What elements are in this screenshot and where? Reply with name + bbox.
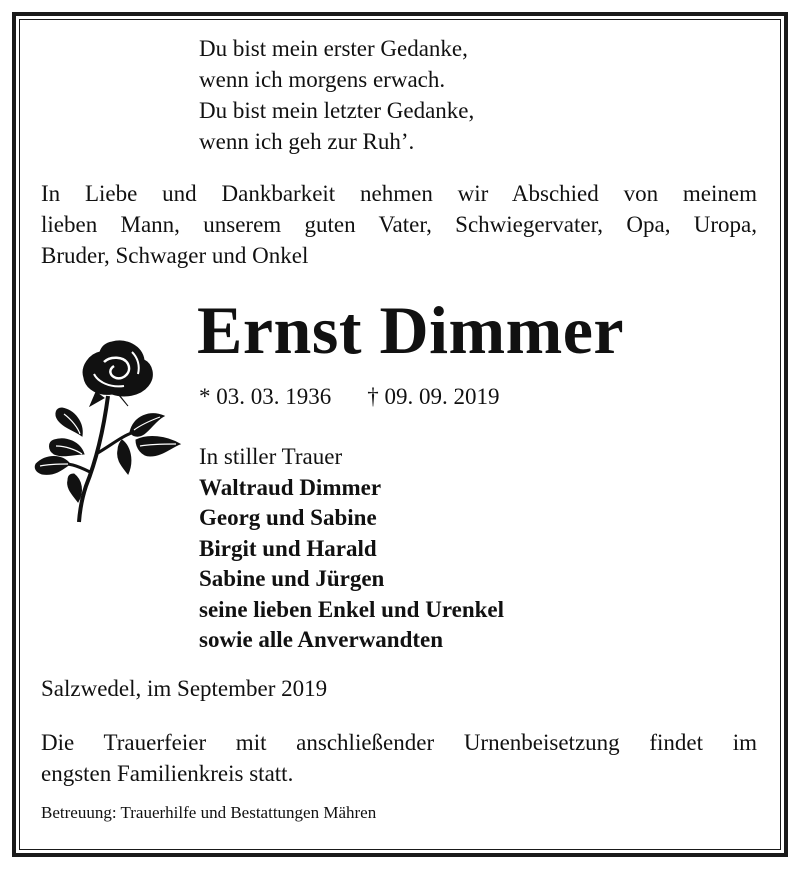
birth-date: * 03. 03. 1936 — [199, 384, 332, 409]
intro-line: Bruder, Schwager und Onkel — [41, 243, 309, 268]
ceremony-line: engsten Familienkreis statt. — [41, 761, 294, 786]
funeral-home-credit: Betreuung: Trauerhilfe und Bestattungen Mähren — [41, 803, 377, 822]
poem-line: wenn ich morgens erwach. — [199, 67, 446, 92]
poem-line: wenn ich geh zur Ruh’. — [199, 129, 415, 154]
ceremony-line: Die Trauerfeier mit anschließender Urnenbeisetzung findet im — [41, 730, 757, 755]
intro-line: In Liebe und Dankbarkeit nehmen wir Abschied von meinem — [41, 181, 757, 206]
place-date: Salzwedel, im September 2019 — [41, 676, 328, 701]
intro-text — [41, 178, 757, 271]
life-dates — [199, 381, 500, 412]
ceremony-notice — [41, 727, 757, 789]
mourner-name: Sabine und Jürgen — [199, 566, 385, 591]
poem — [199, 33, 474, 157]
mourner-name: Georg und Sabine — [199, 505, 377, 530]
mourner-name: sowie alle Anverwandten — [199, 627, 444, 652]
mourner-name: seine lieben Enkel und Urenkel — [199, 596, 505, 622]
death-date: † 09. 09. 2019 — [367, 384, 500, 409]
rose-icon — [34, 336, 184, 526]
poem-line: Du bist mein erster Gedanke, — [199, 36, 468, 61]
mourners-heading: In stiller Trauer — [199, 444, 343, 469]
deceased-name: Ernst Dimmer — [197, 292, 625, 368]
intro-line: lieben Mann, unserem guten Vater, Schwiegervater, Opa, Uropa, — [41, 212, 757, 237]
poem-line: Du bist mein letzter Gedanke, — [199, 98, 475, 123]
mourner-name: Birgit und Harald — [199, 535, 377, 561]
mourner-name: Waltraud Dimmer — [199, 474, 382, 500]
mourners-list — [199, 442, 504, 656]
